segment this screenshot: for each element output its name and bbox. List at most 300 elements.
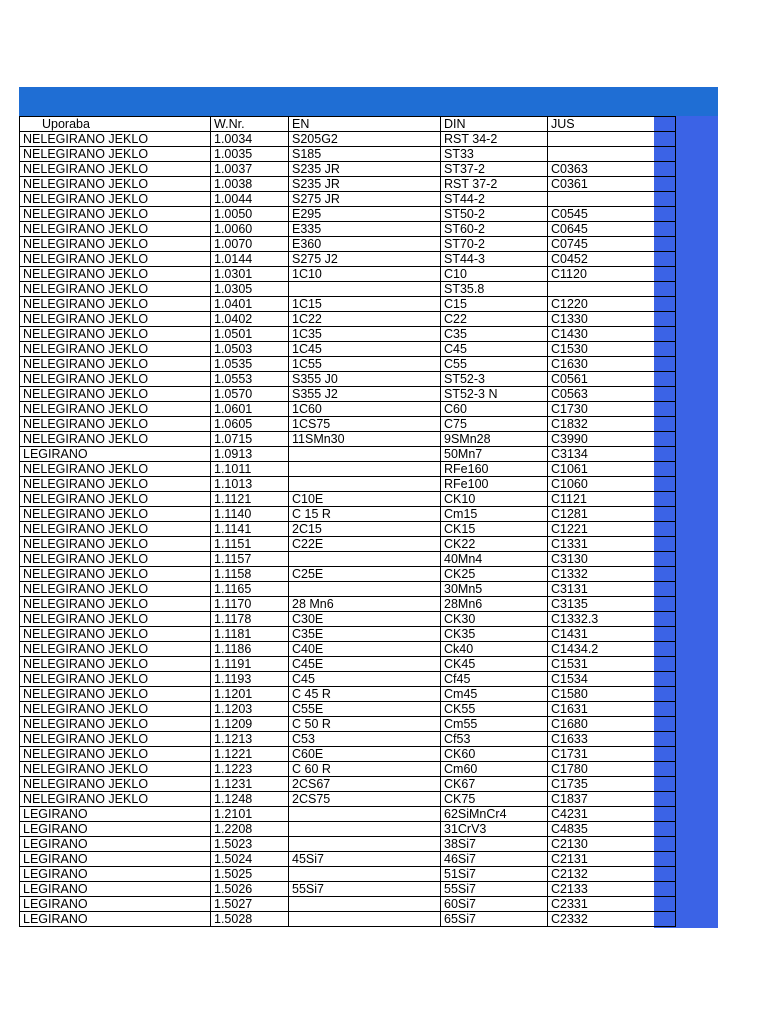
din-cell: Cm45 [441, 687, 548, 702]
en-cell: E335 [289, 222, 441, 237]
wnr-cell: 1.5028 [211, 912, 289, 927]
wnr-cell: 1.0715 [211, 432, 289, 447]
jus-cell: C1281 [548, 507, 676, 522]
table-row [20, 327, 676, 342]
wnr-cell: 1.0570 [211, 387, 289, 402]
wnr-cell: 1.0501 [211, 327, 289, 342]
header-cell-en: EN [289, 117, 441, 132]
jus-cell: C0363 [548, 162, 676, 177]
wnr-cell: 1.1186 [211, 642, 289, 657]
jus-cell: C1731 [548, 747, 676, 762]
jus-cell: C4835 [548, 822, 676, 837]
wnr-cell: 1.2208 [211, 822, 289, 837]
uporaba-cell: NELEGIRANO JEKLO [20, 177, 211, 192]
table-row [20, 447, 676, 462]
jus-cell: C0452 [548, 252, 676, 267]
jus-cell: C1832 [548, 417, 676, 432]
jus-cell: C1061 [548, 462, 676, 477]
en-cell: C 60 R [289, 762, 441, 777]
en-cell: C 50 R [289, 717, 441, 732]
din-cell: CK55 [441, 702, 548, 717]
din-cell: ST60-2 [441, 222, 548, 237]
din-cell: C10 [441, 267, 548, 282]
table-row [20, 267, 676, 282]
table-row [20, 747, 676, 762]
uporaba-cell: LEGIRANO [20, 852, 211, 867]
jus-cell: C1530 [548, 342, 676, 357]
jus-cell: C1730 [548, 402, 676, 417]
table-row [20, 717, 676, 732]
table-row [20, 207, 676, 222]
uporaba-cell: NELEGIRANO JEKLO [20, 192, 211, 207]
wnr-cell: 1.1157 [211, 552, 289, 567]
en-cell [289, 552, 441, 567]
uporaba-cell: NELEGIRANO JEKLO [20, 132, 211, 147]
uporaba-cell: NELEGIRANO JEKLO [20, 582, 211, 597]
wnr-cell: 1.0070 [211, 237, 289, 252]
jus-cell: C1531 [548, 657, 676, 672]
jus-cell: C1431 [548, 627, 676, 642]
jus-cell: C1434.2 [548, 642, 676, 657]
jus-cell: C1220 [548, 297, 676, 312]
en-cell: C60E [289, 747, 441, 762]
en-cell: 2C15 [289, 522, 441, 537]
din-cell: Cm15 [441, 507, 548, 522]
table-row [20, 312, 676, 327]
wnr-cell: 1.5023 [211, 837, 289, 852]
wnr-cell: 1.1201 [211, 687, 289, 702]
din-cell: RST 37-2 [441, 177, 548, 192]
table-row [20, 777, 676, 792]
uporaba-cell: NELEGIRANO JEKLO [20, 687, 211, 702]
table-row [20, 762, 676, 777]
jus-cell: C1780 [548, 762, 676, 777]
wnr-cell: 1.1213 [211, 732, 289, 747]
table-row [20, 297, 676, 312]
jus-cell: C1331 [548, 537, 676, 552]
din-cell: 50Mn7 [441, 447, 548, 462]
en-cell: S205G2 [289, 132, 441, 147]
din-cell: CK15 [441, 522, 548, 537]
uporaba-cell: NELEGIRANO JEKLO [20, 357, 211, 372]
en-cell: 1C60 [289, 402, 441, 417]
din-cell: 51Si7 [441, 867, 548, 882]
jus-cell: C0563 [548, 387, 676, 402]
en-cell [289, 822, 441, 837]
en-cell [289, 867, 441, 882]
jus-cell [548, 147, 676, 162]
header-cell-wnr: W.Nr. [211, 117, 289, 132]
din-cell: ST37-2 [441, 162, 548, 177]
table-row [20, 537, 676, 552]
jus-cell: C1534 [548, 672, 676, 687]
table-row [20, 372, 676, 387]
wnr-cell: 1.0044 [211, 192, 289, 207]
jus-cell [548, 192, 676, 207]
table-row [20, 642, 676, 657]
uporaba-cell: LEGIRANO [20, 822, 211, 837]
uporaba-cell: LEGIRANO [20, 447, 211, 462]
wnr-cell: 1.5024 [211, 852, 289, 867]
table-row [20, 897, 676, 912]
jus-cell: C3135 [548, 597, 676, 612]
jus-cell: C0361 [548, 177, 676, 192]
table-row [20, 822, 676, 837]
wnr-cell: 1.1203 [211, 702, 289, 717]
en-cell: S275 JR [289, 192, 441, 207]
jus-cell [548, 132, 676, 147]
din-cell: 60Si7 [441, 897, 548, 912]
table-header-row [20, 117, 676, 132]
table-row [20, 477, 676, 492]
en-cell: 1C22 [289, 312, 441, 327]
en-cell [289, 807, 441, 822]
table-row [20, 162, 676, 177]
wnr-cell: 1.5025 [211, 867, 289, 882]
en-cell [289, 477, 441, 492]
uporaba-cell: NELEGIRANO JEKLO [20, 702, 211, 717]
uporaba-cell: NELEGIRANO JEKLO [20, 657, 211, 672]
jus-cell: C1580 [548, 687, 676, 702]
jus-cell: C1837 [548, 792, 676, 807]
table-row [20, 552, 676, 567]
uporaba-cell: NELEGIRANO JEKLO [20, 282, 211, 297]
uporaba-cell: NELEGIRANO JEKLO [20, 537, 211, 552]
table-row [20, 132, 676, 147]
table-row [20, 702, 676, 717]
en-cell: 1C35 [289, 327, 441, 342]
din-cell: Cf53 [441, 732, 548, 747]
din-cell: 65Si7 [441, 912, 548, 927]
uporaba-cell: NELEGIRANO JEKLO [20, 462, 211, 477]
en-cell: C30E [289, 612, 441, 627]
wnr-cell: 1.0305 [211, 282, 289, 297]
en-cell: C 15 R [289, 507, 441, 522]
din-cell: ST52-3 N [441, 387, 548, 402]
en-cell: S355 J2 [289, 387, 441, 402]
en-cell: C53 [289, 732, 441, 747]
table-row [20, 672, 676, 687]
table-row [20, 732, 676, 747]
jus-cell: C1221 [548, 522, 676, 537]
din-cell: C60 [441, 402, 548, 417]
uporaba-cell: NELEGIRANO JEKLO [20, 777, 211, 792]
uporaba-cell: NELEGIRANO JEKLO [20, 147, 211, 162]
uporaba-cell: NELEGIRANO JEKLO [20, 402, 211, 417]
en-cell [289, 447, 441, 462]
table-row [20, 432, 676, 447]
uporaba-cell: NELEGIRANO JEKLO [20, 717, 211, 732]
din-cell: CK35 [441, 627, 548, 642]
en-cell: 1C55 [289, 357, 441, 372]
din-cell: Cm55 [441, 717, 548, 732]
uporaba-cell: NELEGIRANO JEKLO [20, 417, 211, 432]
uporaba-cell: NELEGIRANO JEKLO [20, 492, 211, 507]
table-row [20, 837, 676, 852]
din-cell: CK30 [441, 612, 548, 627]
wnr-cell: 1.1121 [211, 492, 289, 507]
wnr-cell: 1.1209 [211, 717, 289, 732]
uporaba-cell: NELEGIRANO JEKLO [20, 522, 211, 537]
uporaba-cell: NELEGIRANO JEKLO [20, 252, 211, 267]
din-cell: CK67 [441, 777, 548, 792]
jus-cell: C1330 [548, 312, 676, 327]
wnr-cell: 1.0144 [211, 252, 289, 267]
en-cell: 1C45 [289, 342, 441, 357]
en-cell: C25E [289, 567, 441, 582]
wnr-cell: 1.0913 [211, 447, 289, 462]
din-cell: C15 [441, 297, 548, 312]
jus-cell: C1630 [548, 357, 676, 372]
en-cell: C40E [289, 642, 441, 657]
wnr-cell: 1.1170 [211, 597, 289, 612]
table-row [20, 522, 676, 537]
din-cell: CK60 [441, 747, 548, 762]
din-cell: Cf45 [441, 672, 548, 687]
table-row [20, 507, 676, 522]
din-cell: RST 34-2 [441, 132, 548, 147]
jus-cell: C3131 [548, 582, 676, 597]
uporaba-cell: NELEGIRANO JEKLO [20, 327, 211, 342]
en-cell: 55Si7 [289, 882, 441, 897]
din-cell: 55Si7 [441, 882, 548, 897]
uporaba-cell: NELEGIRANO JEKLO [20, 627, 211, 642]
uporaba-cell: NELEGIRANO JEKLO [20, 222, 211, 237]
en-cell: C55E [289, 702, 441, 717]
uporaba-cell: LEGIRANO [20, 837, 211, 852]
uporaba-cell: NELEGIRANO JEKLO [20, 162, 211, 177]
jus-cell: C1120 [548, 267, 676, 282]
uporaba-cell: NELEGIRANO JEKLO [20, 372, 211, 387]
table-row [20, 192, 676, 207]
wnr-cell: 1.2101 [211, 807, 289, 822]
table-row [20, 357, 676, 372]
jus-cell: C3990 [548, 432, 676, 447]
din-cell: 28Mn6 [441, 597, 548, 612]
en-cell: 45Si7 [289, 852, 441, 867]
en-cell: S235 JR [289, 162, 441, 177]
table-row [20, 867, 676, 882]
din-cell: ST52-3 [441, 372, 548, 387]
table-row [20, 492, 676, 507]
wnr-cell: 1.0034 [211, 132, 289, 147]
din-cell: 30Mn5 [441, 582, 548, 597]
steel-grades-table [19, 116, 676, 927]
table-row [20, 402, 676, 417]
din-cell: CK22 [441, 537, 548, 552]
jus-cell: C1680 [548, 717, 676, 732]
en-cell [289, 897, 441, 912]
en-cell: 28 Mn6 [289, 597, 441, 612]
uporaba-cell: NELEGIRANO JEKLO [20, 432, 211, 447]
en-cell: E360 [289, 237, 441, 252]
uporaba-cell: NELEGIRANO JEKLO [20, 567, 211, 582]
en-cell: S355 J0 [289, 372, 441, 387]
en-cell: 1CS75 [289, 417, 441, 432]
uporaba-cell: NELEGIRANO JEKLO [20, 732, 211, 747]
wnr-cell: 1.1191 [211, 657, 289, 672]
header-band [19, 87, 718, 116]
jus-cell: C3130 [548, 552, 676, 567]
uporaba-cell: NELEGIRANO JEKLO [20, 297, 211, 312]
en-cell [289, 582, 441, 597]
en-cell: S235 JR [289, 177, 441, 192]
din-cell: C22 [441, 312, 548, 327]
en-cell: 1C10 [289, 267, 441, 282]
table-row [20, 147, 676, 162]
jus-cell: C1430 [548, 327, 676, 342]
table-row [20, 912, 676, 927]
table-row [20, 807, 676, 822]
jus-cell: C2131 [548, 852, 676, 867]
jus-cell [548, 282, 676, 297]
wnr-cell: 1.0402 [211, 312, 289, 327]
wnr-cell: 1.0553 [211, 372, 289, 387]
table-row [20, 387, 676, 402]
table-row [20, 417, 676, 432]
en-cell: C35E [289, 627, 441, 642]
uporaba-cell: NELEGIRANO JEKLO [20, 792, 211, 807]
wnr-cell: 1.0060 [211, 222, 289, 237]
uporaba-cell: NELEGIRANO JEKLO [20, 387, 211, 402]
din-cell: 9SMn28 [441, 432, 548, 447]
uporaba-cell: NELEGIRANO JEKLO [20, 672, 211, 687]
en-cell: S185 [289, 147, 441, 162]
en-cell: 2CS75 [289, 792, 441, 807]
jus-cell: C1735 [548, 777, 676, 792]
jus-cell: C1332 [548, 567, 676, 582]
wnr-cell: 1.1221 [211, 747, 289, 762]
uporaba-cell: NELEGIRANO JEKLO [20, 552, 211, 567]
jus-cell: C1060 [548, 477, 676, 492]
wnr-cell: 1.0035 [211, 147, 289, 162]
din-cell: RFe160 [441, 462, 548, 477]
uporaba-cell: NELEGIRANO JEKLO [20, 342, 211, 357]
table-row [20, 882, 676, 897]
wnr-cell: 1.1248 [211, 792, 289, 807]
table-row [20, 612, 676, 627]
din-cell: 38Si7 [441, 837, 548, 852]
table-row [20, 597, 676, 612]
din-cell: ST50-2 [441, 207, 548, 222]
wnr-cell: 1.0037 [211, 162, 289, 177]
uporaba-cell: NELEGIRANO JEKLO [20, 312, 211, 327]
table-row [20, 252, 676, 267]
wnr-cell: 1.1013 [211, 477, 289, 492]
jus-cell: C3134 [548, 447, 676, 462]
en-cell: 11SMn30 [289, 432, 441, 447]
uporaba-cell: NELEGIRANO JEKLO [20, 747, 211, 762]
header-cell-jus: JUS [548, 117, 676, 132]
din-cell: ST35.8 [441, 282, 548, 297]
uporaba-cell: LEGIRANO [20, 897, 211, 912]
table-row [20, 462, 676, 477]
uporaba-cell: LEGIRANO [20, 867, 211, 882]
uporaba-cell: LEGIRANO [20, 882, 211, 897]
uporaba-cell: NELEGIRANO JEKLO [20, 762, 211, 777]
table-row [20, 627, 676, 642]
table-row [20, 342, 676, 357]
uporaba-cell: LEGIRANO [20, 912, 211, 927]
wnr-cell: 1.1231 [211, 777, 289, 792]
wnr-cell: 1.1181 [211, 627, 289, 642]
wnr-cell: 1.0535 [211, 357, 289, 372]
table-row [20, 567, 676, 582]
table-row [20, 687, 676, 702]
en-cell [289, 837, 441, 852]
table-row [20, 657, 676, 672]
jus-cell: C0645 [548, 222, 676, 237]
din-cell: Ck40 [441, 642, 548, 657]
din-cell: 31CrV3 [441, 822, 548, 837]
en-cell: C22E [289, 537, 441, 552]
uporaba-cell: NELEGIRANO JEKLO [20, 597, 211, 612]
en-cell [289, 462, 441, 477]
wnr-cell: 1.1178 [211, 612, 289, 627]
wnr-cell: 1.0038 [211, 177, 289, 192]
uporaba-cell: NELEGIRANO JEKLO [20, 477, 211, 492]
table-row [20, 237, 676, 252]
din-cell: ST70-2 [441, 237, 548, 252]
jus-cell: C2130 [548, 837, 676, 852]
din-cell: 40Mn4 [441, 552, 548, 567]
table-row [20, 852, 676, 867]
en-cell [289, 912, 441, 927]
jus-cell: C1631 [548, 702, 676, 717]
en-cell [289, 282, 441, 297]
jus-cell: C4231 [548, 807, 676, 822]
table-row [20, 282, 676, 297]
en-cell: S275 J2 [289, 252, 441, 267]
din-cell: 46Si7 [441, 852, 548, 867]
din-cell: C45 [441, 342, 548, 357]
jus-cell: C0561 [548, 372, 676, 387]
table-row [20, 582, 676, 597]
wnr-cell: 1.0605 [211, 417, 289, 432]
en-cell: C45E [289, 657, 441, 672]
uporaba-cell: LEGIRANO [20, 807, 211, 822]
jus-cell: C0545 [548, 207, 676, 222]
jus-cell: C2331 [548, 897, 676, 912]
din-cell: C55 [441, 357, 548, 372]
din-cell: C75 [441, 417, 548, 432]
jus-cell: C2132 [548, 867, 676, 882]
wnr-cell: 1.1193 [211, 672, 289, 687]
din-cell: 62SiMnCr4 [441, 807, 548, 822]
en-cell: E295 [289, 207, 441, 222]
en-cell: 2CS67 [289, 777, 441, 792]
din-cell: ST44-3 [441, 252, 548, 267]
jus-cell: C1633 [548, 732, 676, 747]
din-cell: CK75 [441, 792, 548, 807]
jus-cell: C1121 [548, 492, 676, 507]
wnr-cell: 1.5026 [211, 882, 289, 897]
din-cell: ST33 [441, 147, 548, 162]
en-cell: C10E [289, 492, 441, 507]
en-cell: 1C15 [289, 297, 441, 312]
table-body [20, 117, 676, 927]
din-cell: CK25 [441, 567, 548, 582]
din-cell: CK45 [441, 657, 548, 672]
uporaba-cell: NELEGIRANO JEKLO [20, 507, 211, 522]
din-cell: Cm60 [441, 762, 548, 777]
en-cell: C 45 R [289, 687, 441, 702]
wnr-cell: 1.5027 [211, 897, 289, 912]
wnr-cell: 1.1151 [211, 537, 289, 552]
table-row [20, 177, 676, 192]
en-cell: C45 [289, 672, 441, 687]
uporaba-cell: NELEGIRANO JEKLO [20, 267, 211, 282]
